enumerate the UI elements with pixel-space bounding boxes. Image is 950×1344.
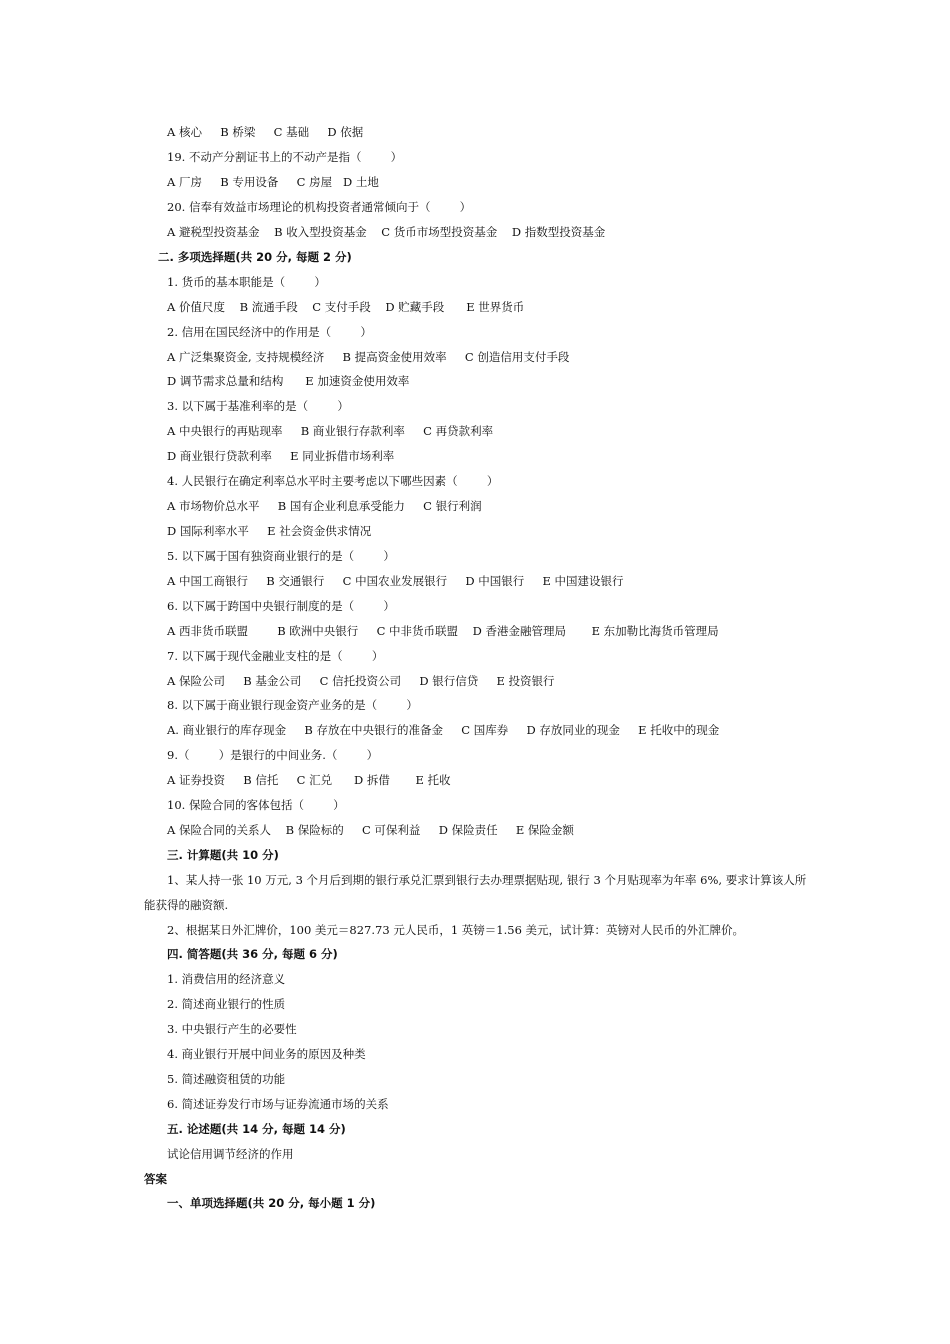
text-line: A 保险合同的关系人 B 保险标的 C 可保利益 D 保险责任 E 保险金额 xyxy=(167,823,574,837)
text-line: 2、根据某日外汇牌价，100 美元＝827.73 元人民币，1 英镑＝1.56 美元，试计算：英镑对人民币的外汇牌价。 xyxy=(167,923,745,937)
text-line: 3. 中央银行产生的必要性 xyxy=(167,1022,297,1036)
section-heading: 一、单项选择题(共 20 分, 每小题 1 分) xyxy=(167,1196,376,1210)
text-line: A 西非货币联盟 B 欧洲中央银行 C 中非货币联盟 D 香港金融管理局 E 东加勒比海货币管理局 xyxy=(167,624,719,638)
text-line: 1、某人持一张 10 万元, 3 个月后到期的银行承兑汇票到银行去办理票据贴现, 银行 3 个月贴现率为年率 6%, 要求计算该人所 xyxy=(167,873,807,887)
text-line: 5. 简述融资租赁的功能 xyxy=(167,1072,286,1086)
text-line: A. 商业银行的库存现金 B 存放在中央银行的准备金 C 国库券 D 存放同业的现金 E 托收中的现金 xyxy=(167,723,720,737)
text-line: 试论信用调节经济的作用 xyxy=(167,1147,294,1161)
section-heading: 五. 论述题(共 14 分, 每题 14 分) xyxy=(167,1122,346,1136)
text-line: 6. 以下属于跨国中央银行制度的是（ ） xyxy=(167,599,395,613)
text-line: A 市场物价总水平 B 国有企业利息承受能力 C 银行利润 xyxy=(167,499,482,513)
text-line: 6. 简述证券发行市场与证券流通市场的关系 xyxy=(167,1097,389,1111)
text-line: 4. 人民银行在确定利率总水平时主要考虑以下哪些因素（ ） xyxy=(167,474,499,488)
text-line: 2. 简述商业银行的性质 xyxy=(167,997,286,1011)
text-line: A 价值尺度 B 流通手段 C 支付手段 D 贮藏手段 E 世界货币 xyxy=(167,300,525,314)
text-line: A 证券投资 B 信托 C 汇兑 D 拆借 E 托收 xyxy=(167,773,451,787)
text-line: 9.（ ）是银行的中间业务.（ ） xyxy=(167,748,379,762)
text-line: A 保险公司 B 基金公司 C 信托投资公司 D 银行信贷 E 投资银行 xyxy=(167,674,555,688)
text-line: 8. 以下属于商业银行现金资产业务的是（ ） xyxy=(167,698,418,712)
text-line: 5. 以下属于国有独资商业银行的是（ ） xyxy=(167,549,395,563)
text-line: 20. 信奉有效益市场理论的机构投资者通常倾向于（ ） xyxy=(167,200,472,214)
text-line: A 广泛集聚资金, 支持规模经济 B 提高资金使用效率 C 创造信用支付手段 xyxy=(167,350,570,364)
section-heading: 二. 多项选择题(共 20 分, 每题 2 分) xyxy=(158,250,352,264)
text-line: 1. 货币的基本职能是（ ） xyxy=(167,275,326,289)
section-heading: 答案 xyxy=(144,1172,167,1186)
text-line: 10. 保险合同的客体包括（ ） xyxy=(167,798,345,812)
text-line: 4. 商业银行开展中间业务的原因及种类 xyxy=(167,1047,366,1061)
text-line: A 中国工商银行 B 交通银行 C 中国农业发展银行 D 中国银行 E 中国建设银行 xyxy=(167,574,624,588)
text-line: 1. 消费信用的经济意义 xyxy=(167,972,286,986)
text-line: D 调节需求总量和结构 E 加速资金使用效率 xyxy=(167,374,410,388)
text-line: 7. 以下属于现代金融业支柱的是（ ） xyxy=(167,649,384,663)
text-line: D 国际利率水平 E 社会资金供求情况 xyxy=(167,524,372,538)
text-line: D 商业银行贷款利率 E 同业拆借市场利率 xyxy=(167,449,395,463)
text-line: A 避税型投资基金 B 收入型投资基金 C 货币市场型投资基金 D 指数型投资基金 xyxy=(167,225,606,239)
text-line: A 中央银行的再贴现率 B 商业银行存款利率 C 再贷款利率 xyxy=(167,424,494,438)
text-line: 能获得的融资额. xyxy=(144,898,229,912)
section-heading: 三. 计算题(共 10 分) xyxy=(167,848,279,862)
text-line: 3. 以下属于基准利率的是（ ） xyxy=(167,399,349,413)
text-line: A 核心 B 桥梁 C 基础 D 依据 xyxy=(167,125,364,139)
section-heading: 四. 简答题(共 36 分, 每题 6 分) xyxy=(167,947,338,961)
text-line: A 厂房 B 专用设备 C 房屋 D 土地 xyxy=(167,175,379,189)
text-line: 2. 信用在国民经济中的作用是（ ） xyxy=(167,325,372,339)
text-line: 19. 不动产分割证书上的不动产是指（ ） xyxy=(167,150,403,164)
